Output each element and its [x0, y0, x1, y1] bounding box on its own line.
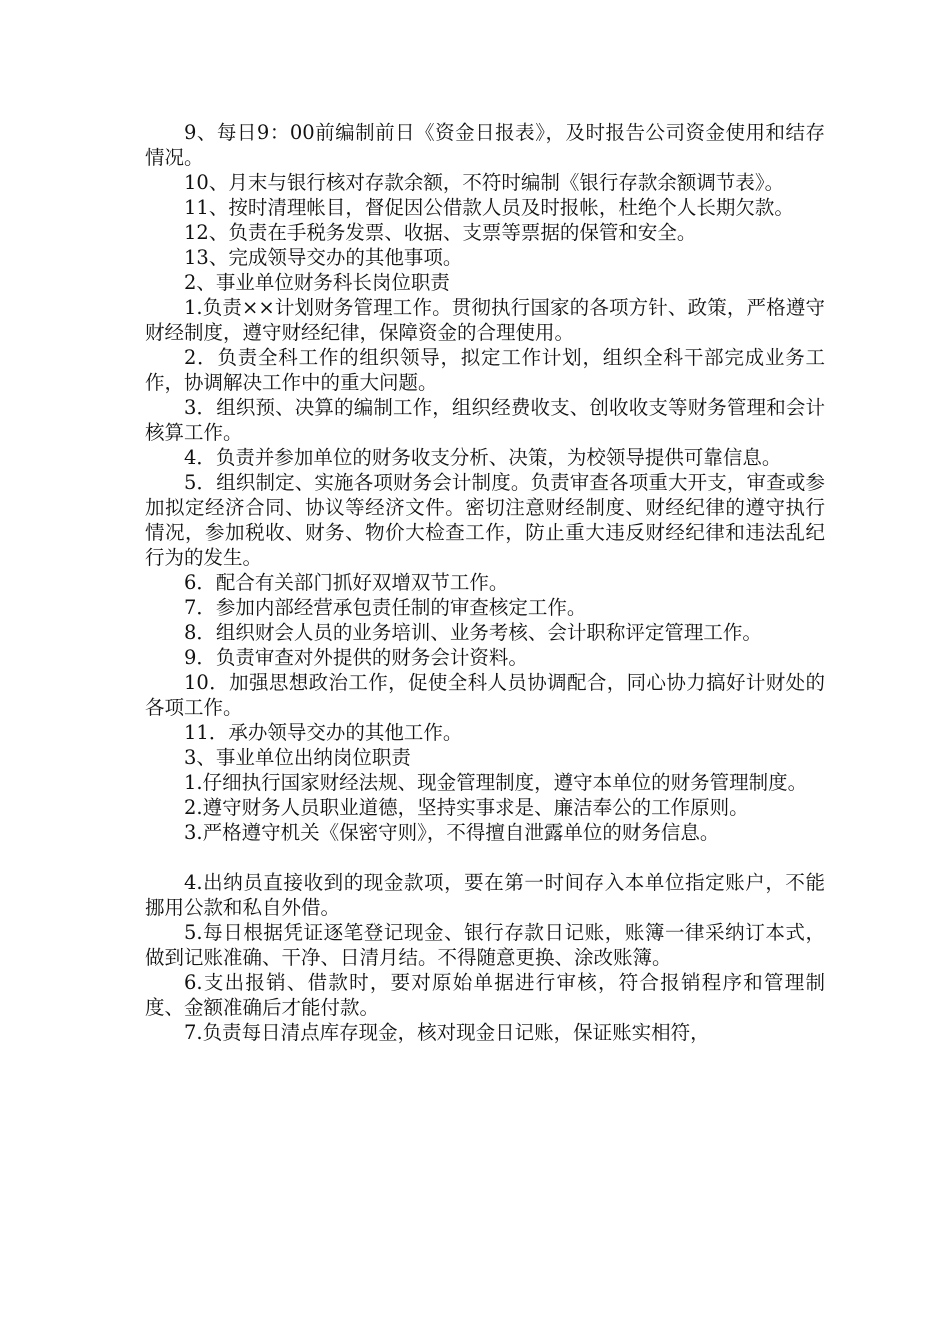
- paragraph-23: 5.每日根据凭证逐笔登记现金、银行存款日记账，账簿一律采纳订本式，做到记账准确、干净、日清月结。不得随意更换、涂改账簿。: [145, 921, 825, 969]
- paragraph-5: 13、完成领导交办的其他事项。: [184, 246, 463, 269]
- paragraph-20: 2.遵守财务人员职业道德，坚持实事求是、廉洁奉公的工作原则。: [184, 796, 749, 819]
- paragraph-25: 7.负责每日清点库存现金，核对现金日记账，保证账实相符，: [184, 1021, 710, 1044]
- document-body: [145, 120, 825, 1045]
- section-heading-2: 2、事业单位财务科长岗位职责: [184, 271, 450, 294]
- paragraph-11: 5．组织制定、实施各项财务会计制度。负责审查各项重大开支，审查或参加拟定经济合同、协议等经济文件。密切注意财经制度、财经纪律的遵守执行情况，参加税收、财务、物价大检查工作，防止重大违反财经纪律和违法乱纪行为的发生。: [145, 471, 825, 569]
- paragraph-24: 6.支出报销、借款时，要对原始单据进行审核，符合报销程序和管理制度、金额准确后才能付款。: [145, 971, 825, 1019]
- paragraph-22: 4.出纳员直接收到的现金款项，要在第一时间存入本单位指定账户，不能挪用公款和私自外借。: [145, 871, 825, 919]
- paragraph-15: 9．负责审查对外提供的财务会计资料。: [184, 646, 528, 669]
- paragraph-4: 12、负责在手税务发票、收据、支票等票据的保管和安全。: [184, 221, 697, 244]
- paragraph-13: 7．参加内部经营承包责任制的审查核定工作。: [184, 596, 587, 619]
- section-heading-3: 3、事业单位出纳岗位职责: [184, 746, 411, 769]
- paragraph-16: 10．加强思想政治工作，促使全科人员协调配合，同心协力搞好计财处的各项工作。: [145, 671, 825, 719]
- paragraph-3: 11、按时清理帐目，督促因公借款人员及时报帐，杜绝个人长期欠款。: [184, 196, 794, 219]
- paragraph-8: 2．负责全科工作的组织领导，拟定工作计划，组织全科干部完成业务工作，协调解决工作中的重大问题。: [145, 346, 825, 394]
- paragraph-10: 4．负责并参加单位的财务收支分析、决策，为校领导提供可靠信息。: [184, 446, 782, 469]
- paragraph-17: 11．承办领导交办的其他工作。: [184, 721, 463, 744]
- paragraph-19: 1.仔细执行国家财经法规、现金管理制度，遵守本单位的财务管理制度。: [184, 771, 808, 794]
- paragraph-12: 6．配合有关部门抓好双增双节工作。: [184, 571, 509, 594]
- paragraph-21: 3.严格遵守机关《保密守则》，不得擅自泄露单位的财务信息。: [184, 821, 720, 844]
- paragraph-14: 8．组织财会人员的业务培训、业务考核、会计职称评定管理工作。: [184, 621, 762, 644]
- paragraph-7: 1.负责××计划财务管理工作。贯彻执行国家的各项方针、政策，严格遵守财经制度，遵守财经纪律，保障资金的合理使用。: [145, 296, 825, 344]
- paragraph-2: 10、月末与银行核对存款余额，不符时编制《银行存款余额调节表》。: [184, 171, 785, 194]
- paragraph-1: 9、每日9：00前编制前日《资金日报表》，及时报告公司资金使用和结存情况。: [145, 121, 825, 169]
- paragraph-9: 3．组织预、决算的编制工作，组织经费收支、创收收支等财务管理和会计核算工作。: [145, 396, 825, 444]
